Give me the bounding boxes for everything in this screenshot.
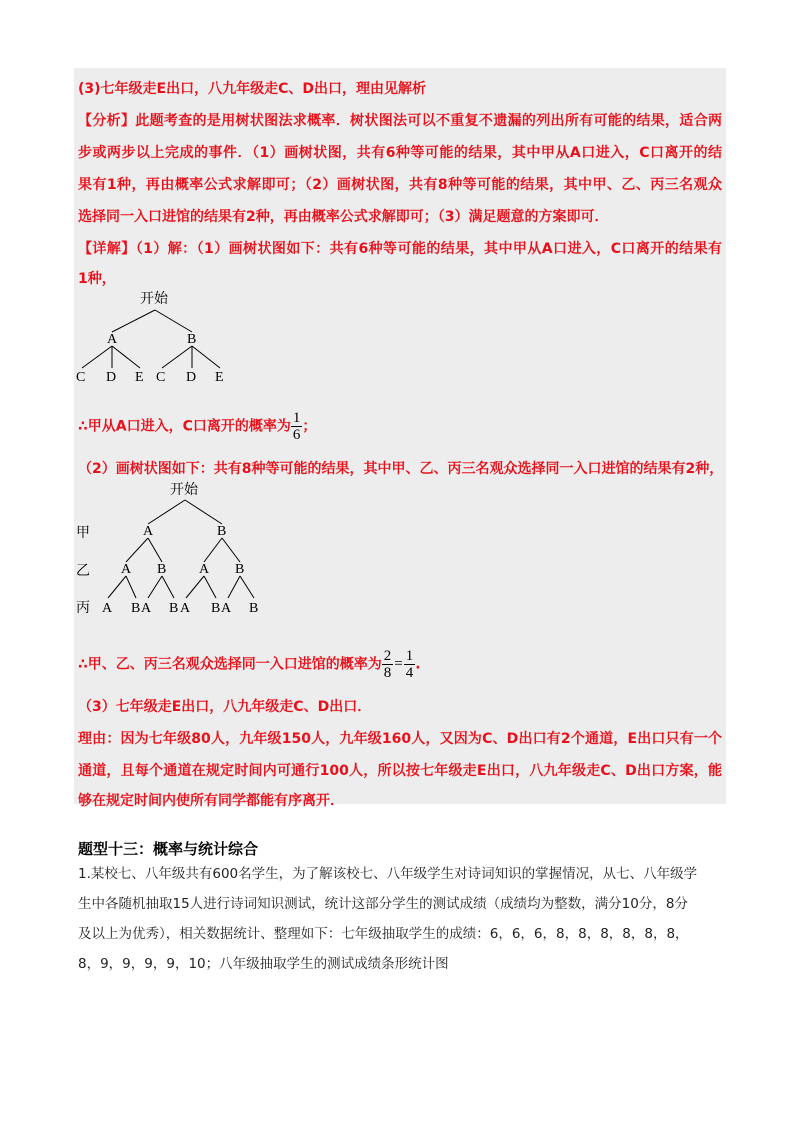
tree2-leaf: A xyxy=(102,601,113,616)
tree1-root: 开始 xyxy=(140,291,168,307)
tree1-leaf: E xyxy=(215,370,224,385)
tree2-leaf: B xyxy=(169,601,179,616)
result-2-end: . xyxy=(415,656,421,673)
result-1 xyxy=(78,410,316,443)
tree2-node: B xyxy=(157,562,167,577)
tree2-node: A xyxy=(121,562,132,577)
detail-label: 【详解】 xyxy=(78,241,136,257)
analysis-line-3: 果有1种，再由概率公式求解即可；（2）画树状图，共有8种等可能的结果，其中甲、乙、丙三名观众 xyxy=(78,177,722,193)
result-2 xyxy=(78,648,421,681)
fraction-1-6 xyxy=(291,410,303,443)
part-3-line: （3）七年级走E出口，八九年级走C、D出口． xyxy=(78,699,372,715)
tree2-leaf: A xyxy=(221,601,232,616)
analysis-label: 【分析】 xyxy=(78,113,136,129)
detail-line-2: 1种， xyxy=(78,271,116,287)
detail-line-1 xyxy=(78,238,722,258)
fraction-denominator: 6 xyxy=(292,427,301,443)
fraction-1-4 xyxy=(404,648,416,681)
tree2-leaf: A xyxy=(141,601,152,616)
question-line-2: 生中各随机抽取15人进行诗词知识测试，统计这部分学生的测试成绩（成绩均为整数，满分10分，8分 xyxy=(78,896,688,912)
fraction-numerator: 1 xyxy=(292,410,301,426)
tree1-node: A xyxy=(107,332,118,347)
tree2-node: A xyxy=(199,562,210,577)
tree-diagram-1 xyxy=(70,288,270,388)
fraction-numerator: 2 xyxy=(383,648,392,664)
tree2-row-label: 甲 xyxy=(76,525,90,541)
result-1-text: ∴甲从A口进入，C口离开的概率为 xyxy=(78,418,291,435)
question-line-4: 8，9，9，9，9，10；八年级抽取学生的测试成绩条形统计图 xyxy=(78,956,449,972)
part-2-line: （2）画树状图如下：共有8种等可能的结果，其中甲、乙、丙三名观众选择同一入口进馆的结果有2种， xyxy=(78,461,724,477)
tree1-leaf: D xyxy=(106,370,117,385)
section-heading: 题型十三：概率与统计综合 xyxy=(78,840,259,858)
tree2-node: B xyxy=(217,524,227,539)
equals-sign: = xyxy=(394,656,403,672)
tree2-root: 开始 xyxy=(170,482,198,498)
tree2-node: A xyxy=(143,524,154,539)
answer-line-1: (3)七年级走E出口，八九年级走C、D出口，理由见解析 xyxy=(78,81,426,97)
reason-line-1: 理由：因为七年级80人，九年级150人，九年级160人，又因为C、D出口有2个通道，E出口只有一个 xyxy=(78,731,722,747)
tree2-leaf: B xyxy=(131,601,141,616)
analysis-text: 此题考查的是用树状图法求概率．树状图法可以不重复不遗漏的列出所有可能的结果，适合两 xyxy=(135,113,723,129)
analysis-line-1 xyxy=(78,110,722,130)
tree2-leaf: B xyxy=(249,601,259,616)
tree-diagram-2 xyxy=(70,480,290,620)
tree2-row-label: 乙 xyxy=(76,563,90,579)
tree2-row-label: 丙 xyxy=(76,600,90,616)
reason-line-2: 通道，且每个通道在规定时间内可通行100人，所以按七年级走E出口，八九年级走C、D出口方案，能 xyxy=(78,763,722,779)
tree1-leaf: C xyxy=(156,370,166,385)
fraction-denominator: 4 xyxy=(405,665,414,681)
reason-line-3: 够在规定时间内使所有同学都能有序离开． xyxy=(78,793,344,809)
tree2-leaf: A xyxy=(180,601,191,616)
question-line-3: 及以上为优秀），相关数据统计、整理如下：七年级抽取学生的成绩：6，6，6，8，8，8，8，8，8， xyxy=(78,926,689,942)
tree1-leaf: E xyxy=(135,370,144,385)
detail-text: （1）解：（1）画树状图如下：共有6种等可能的结果，其中甲从A口进入，C口离开的结果有 xyxy=(135,241,722,257)
result-1-end: ； xyxy=(302,418,317,435)
fraction-2-8 xyxy=(382,648,394,681)
fraction-denominator: 8 xyxy=(383,665,392,681)
analysis-line-4: 选择同一入口进馆的结果有2种，再由概率公式求解即可；（3）满足题意的方案即可． xyxy=(78,209,609,225)
tree1-leaf: C xyxy=(76,370,86,385)
tree2-node: B xyxy=(235,562,245,577)
analysis-line-2: 步或两步以上完成的事件．（1）画树状图，共有6种等可能的结果，其中甲从A口进入，C口离开的结 xyxy=(78,145,722,161)
fraction-numerator: 1 xyxy=(405,648,414,664)
tree2-leaf: B xyxy=(211,601,221,616)
tree1-leaf: D xyxy=(186,370,197,385)
result-2-text: ∴甲、乙、丙三名观众选择同一入口进馆的概率为 xyxy=(78,656,382,673)
question-line-1: 1.某校七、八年级共有600名学生，为了解该校七、八年级学生对诗词知识的掌握情况，从七、八年级学 xyxy=(78,866,698,882)
tree1-node: B xyxy=(187,332,197,347)
